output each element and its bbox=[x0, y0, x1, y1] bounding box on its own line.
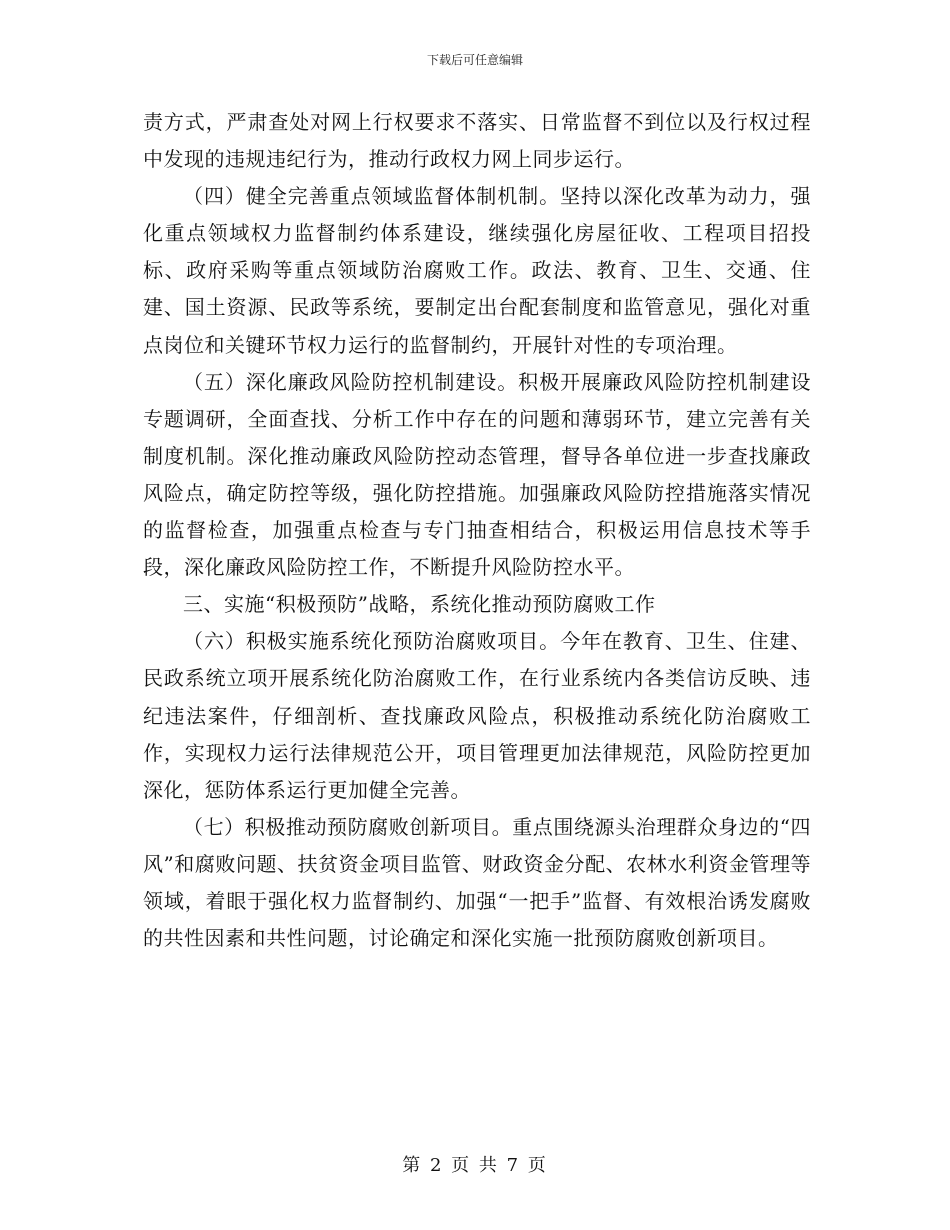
paragraph-section-7: （七）积极推动预防腐败创新项目。重点围绕源头治理群众身边的“四风”和腐败问题、扶贫资金项目监管、财政资金分配、农林水利资金管理等领域，着眼于强化权力监督制约、加强“一把手”监督、有效根治诱发腐败的共性因素和共性问题，讨论确定和深化实施一批预防腐败创新项目。 bbox=[143, 814, 811, 951]
paragraph-section-4: （四）健全完善重点领域监督体制机制。坚持以深化改革为动力，强化重点领域权力监督制约体系建设，继续强化房屋征收、工程项目招投标、政府采购等重点领域防治腐败工作。政法、教育、卫生、交通、住建、国土资源、民政等系统，要制定出台配套制度和监管意见，强化对重点岗位和关键环节权力运行的监督制约，开展针对性的专项治理。 bbox=[143, 184, 811, 357]
page-number: 第 2 页 共 7 页 bbox=[402, 1155, 548, 1176]
document-body bbox=[143, 104, 811, 957]
paragraph-section-6: （六）积极实施系统化预防治腐败项目。今年在教育、卫生、住建、民政系统立项开展系统化防治腐败工作，在行业系统内各类信访反映、违纪违法案件，仔细剖析、查找廉政风险点，积极推动系统化防治腐败工作，实现权力运行法律规范公开，项目管理更加法律规范，风险防控更加深化，惩防体系运行更加健全完善。 bbox=[143, 629, 811, 802]
heading-part-3: 三、实施“积极预防”战略，系统化推动预防腐败工作 bbox=[183, 592, 656, 617]
page-header-note: 下载后可任意编辑 bbox=[426, 53, 523, 67]
paragraph-section-5: （五）深化廉政风险防控机制建设。积极开展廉政风险防控机制建设专题调研，全面查找、分析工作中存在的问题和薄弱环节，建立完善有关制度机制。深化推动廉政风险防控动态管理，督导各单位进一步查找廉政风险点，确定防控等级，强化防控措施。加强廉政风险防控措施落实情况的监督检查，加强重点检查与专门抽查相结合，积极运用信息技术等手段，深化廉政风险防控工作，不断提升风险防控水平。 bbox=[143, 369, 811, 580]
paragraph-continuation: 责方式，严肃查处对网上行权要求不落实、日常监督不到位以及行权过程中发现的违规违纪行为，推动行政权力网上同步运行。 bbox=[143, 110, 811, 172]
